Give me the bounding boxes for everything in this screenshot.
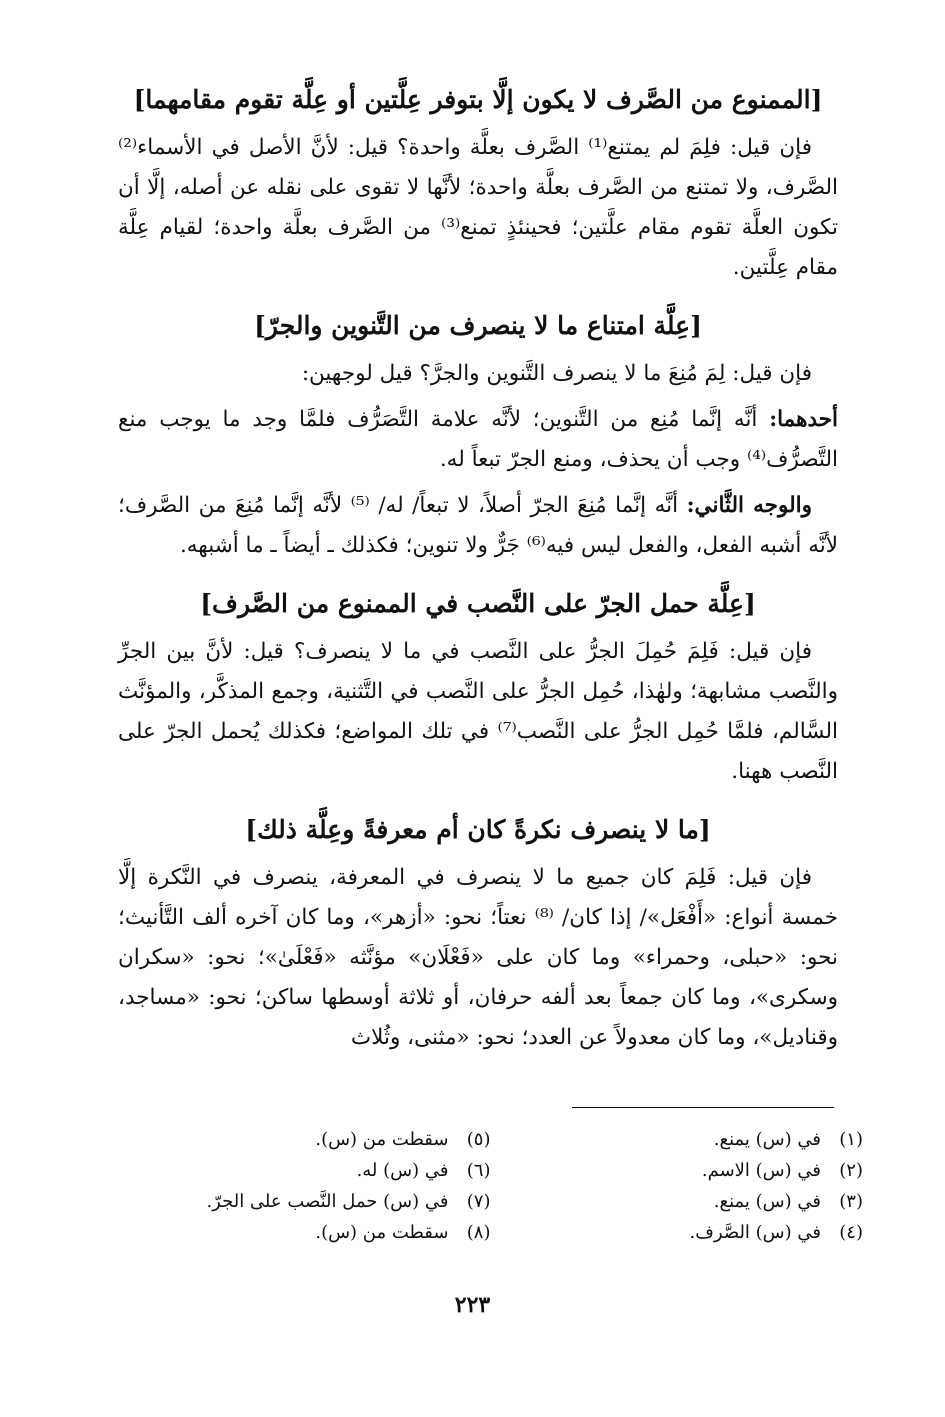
footnote-text: في (س) يمنع. bbox=[713, 1191, 821, 1212]
paragraph bbox=[118, 858, 838, 1058]
footnote-number: (٢) bbox=[839, 1160, 863, 1181]
footnote-number: (٤) bbox=[839, 1222, 863, 1243]
section-1 bbox=[118, 80, 838, 288]
footnote-divider bbox=[572, 1107, 834, 1108]
footnote-text: في (س) الصَّرف. bbox=[689, 1222, 821, 1243]
paragraph-lead: والوجه الثَّاني: bbox=[686, 493, 812, 518]
paragraph-text: فإن قيل: فَلِمَ كان جميع ما لا ينصرف في المعرفة، ينصرف في النَّكرة إلَّا خمسة أنواع: «أَفْعَل»/ إذا كان/ ⁽⁸⁾ نعتاً؛ نحو: «أزهر»، وما كان آخره ألف التَّأنيث؛ نحو: «حبلى، وحمراء» وما كان على «فَعْلَان» مؤنَّثه «فَعْلَىٰ»؛ نحو: «سكران وسكرى»، وما كان جمعاً بعد ألفه حرفان، أو ثلاثة أوسطها ساكن؛ نحو: «مساجد، وقناديل»، وما كان معدولاً عن العدد؛ نحو: «مثنى، وثُلاث bbox=[118, 865, 838, 1050]
paragraph-text: أنَّه إنَّما مُنِعَ الجرّ أصلاً، لا تبعاً/ له/ ⁽⁵⁾ لأنَّه إنَّما مُنِعَ من الصَّرف؛ لأنَّه أشبه الفعل، والفعل ليس فيه⁽⁶⁾ جَرٌّ ولا تنوين؛ فكذلك ـ أيضاً ـ ما أشبهه. bbox=[118, 493, 838, 558]
footnote-text: في (س) يمنع. bbox=[713, 1129, 821, 1150]
section-heading: [عِلَّة حمل الجرّ على النَّصب في الممنوع من الصَّرف] bbox=[200, 589, 756, 618]
footnote-number: (١) bbox=[839, 1129, 863, 1150]
footnote bbox=[118, 1155, 491, 1186]
footnote-text: سقطت من (س). bbox=[315, 1129, 449, 1150]
page-number: ٢٢٣ bbox=[454, 1292, 491, 1318]
footnotes bbox=[118, 1124, 863, 1248]
footnote bbox=[491, 1124, 864, 1155]
section-4 bbox=[118, 810, 838, 1058]
paragraph-text: فإن قيل: فَلِمَ حُمِلَ الجرُّ على النَّصب في ما لا ينصرف؟ قيل: لأنَّ بين الجرِّ والنَّصب مشابهة؛ ولهٰذا، حُمِل الجرُّ على النَّصب في التَّثنية، وجمع المذكَّر، والمؤنَّث السَّالم، فلمَّا حُمِل الجرُّ على النَّصب⁽⁷⁾ في تلك المواضع؛ فكذلك يُحمل الجرّ على النَّصب ههنا. bbox=[118, 639, 838, 784]
paragraph-text: فإن قيل: فلِمَ لم يمتنع⁽¹⁾ الصَّرف بعلَّة واحدة؟ قيل: لأنَّ الأصل في الأسماء⁽²⁾ الصَّرف، ولا تمتنع من الصَّرف بعلَّة واحدة؛ لأنَّها لا تقوى على نقله عن أصله، إلَّا أن تكون العلَّة تقوم مقام علَّتين؛ فحينئذٍ تمنع⁽³⁾ من الصَّرف بعلَّة واحدة؛ لقيام عِلَّة مقام عِلَّتين. bbox=[118, 135, 838, 280]
footnote-text: في (س) حمل النَّصب على الجرّ. bbox=[206, 1191, 449, 1212]
footnote-text: سقطت من (س). bbox=[315, 1222, 449, 1243]
footnotes-right-column bbox=[491, 1124, 864, 1248]
section-heading: [عِلَّة امتناع ما لا ينصرف من التَّنوين والجرّ] bbox=[254, 311, 702, 340]
footnote-number: (٦) bbox=[466, 1160, 491, 1181]
section-heading: [الممنوع من الصَّرف لا يكون إلَّا بتوفر عِلَّتين أو عِلَّة تقوم مقامهما] bbox=[133, 85, 823, 114]
footnote bbox=[491, 1186, 864, 1217]
footnotes-left-column bbox=[118, 1124, 491, 1248]
footnote-number: (٣) bbox=[839, 1191, 863, 1212]
paragraph-text: أنَّه إنَّما مُنِع من التَّنوين؛ لأنَّه علامة التَّصَرُّف فلمَّا وجد ما يوجب منع التَّصرُّف⁽⁴⁾ وجب أن يحذف، ومنع الجرّ تبعاً له. bbox=[118, 407, 838, 472]
paragraph-lead: أحدهما: bbox=[769, 407, 838, 432]
section-3 bbox=[118, 584, 838, 792]
paragraph-text: فإن قيل: لِمَ مُنِعَ ما لا ينصرف التَّنوين والجرَّ؟ قيل لوجهين: bbox=[301, 361, 812, 386]
paragraph bbox=[118, 486, 838, 566]
paragraph bbox=[118, 354, 838, 394]
main-text bbox=[118, 80, 838, 1064]
paragraph bbox=[118, 632, 838, 792]
footnote bbox=[491, 1217, 864, 1248]
section-heading: [ما لا ينصرف نكرةً كان أم معرفةً وعِلَّة ذلك] bbox=[245, 815, 711, 844]
paragraph bbox=[118, 400, 838, 480]
footnote-number: (٧) bbox=[466, 1191, 491, 1212]
footnote-text: في (س) له. bbox=[356, 1160, 449, 1181]
paragraph bbox=[118, 128, 838, 288]
section-2 bbox=[118, 306, 838, 566]
footnote bbox=[491, 1155, 864, 1186]
footnote bbox=[118, 1217, 491, 1248]
footnote-number: (٨) bbox=[466, 1222, 491, 1243]
footnote bbox=[118, 1124, 491, 1155]
footnote bbox=[118, 1186, 491, 1217]
footnote-text: في (س) الاسم. bbox=[701, 1160, 821, 1181]
footnote-number: (٥) bbox=[466, 1129, 491, 1150]
